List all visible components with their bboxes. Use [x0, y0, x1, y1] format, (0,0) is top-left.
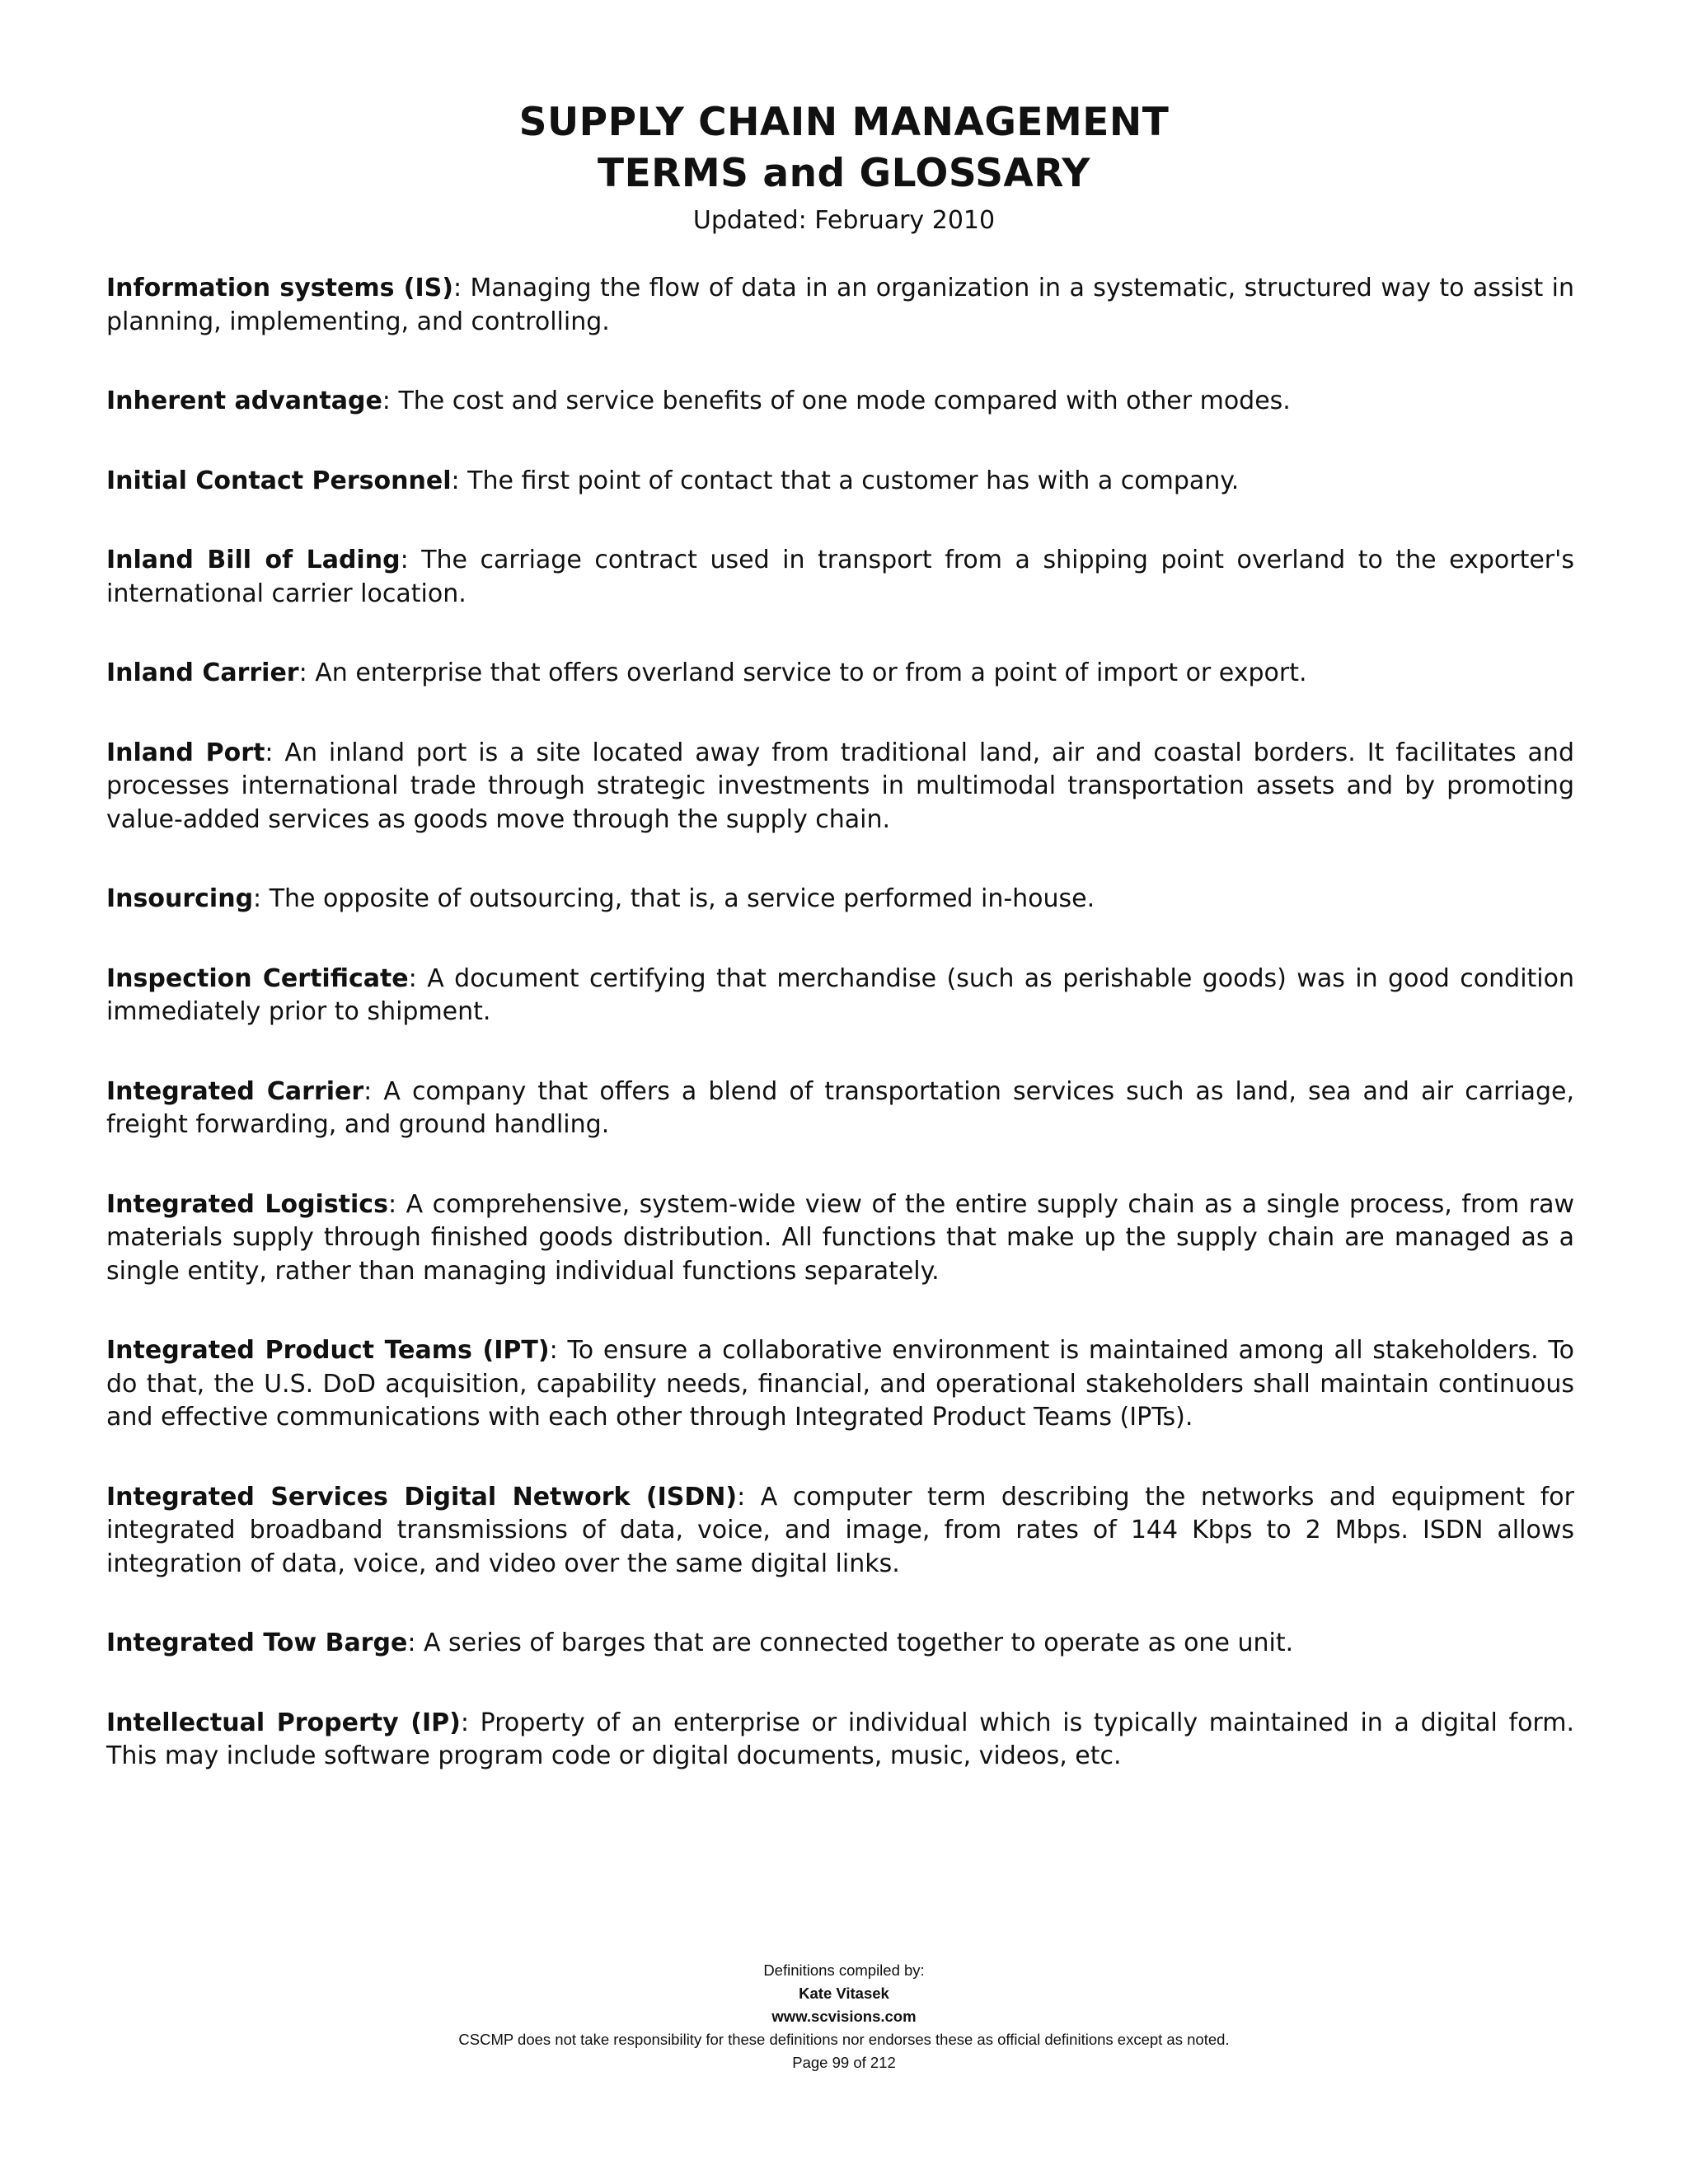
glossary-entry [106, 963, 1574, 1029]
glossary-definition: : Property of an enterprise or individual which is typically maintained in a digital form. This may include software program code or digital documents, music, videos, etc. [106, 1708, 1574, 1770]
glossary-term: Inland Bill of Lading [106, 546, 401, 574]
glossary-entry [106, 1076, 1574, 1142]
glossary-term: Integrated Services Digital Network (ISDN) [106, 1482, 738, 1511]
glossary-term: Inspection Certificate [106, 963, 409, 993]
document-title-line-1: SUPPLY CHAIN MANAGEMENT [518, 100, 1170, 145]
glossary-entry [106, 465, 1574, 499]
glossary-entry [106, 1707, 1574, 1774]
page-footer [0, 1959, 1688, 2074]
website-text: www.scvisions.com [771, 2008, 917, 2025]
glossary-term: Information systems (IS) [106, 274, 453, 302]
updated-date: Updated: February 2010 [692, 206, 996, 235]
disclaimer-text: CSCMP does not take responsibility for these definitions nor endorses these as official definitions except as noted. [458, 2031, 1230, 2048]
glossary-definition: : A company that offers a blend of transportation services such as land, sea and air carriage, freight forwarding, and ground handling. [106, 1076, 1574, 1139]
glossary-definition: : The carriage contract used in transport from a shipping point overland to the exporter's international carrier location. [106, 546, 1575, 608]
glossary-entry [106, 1334, 1574, 1435]
glossary-list [106, 272, 1574, 1820]
glossary-term: Inland Carrier [106, 658, 299, 687]
page-number: Page 99 of 212 [792, 2054, 896, 2071]
glossary-definition: : A comprehensive, system-wide view of the entire supply chain as a single process, from raw materials supply through finished goods distribution. All functions that make up the supply chain are managed as a single entity, rather than managing individual functions separately. [106, 1189, 1575, 1286]
glossary-term: Inland Port [106, 738, 265, 767]
glossary-definition: : A series of barges that are connected together to operate as one unit. [407, 1629, 1294, 1657]
compiled-by-label: Definitions compiled by: [763, 1961, 925, 1979]
glossary-entry [106, 1188, 1574, 1289]
glossary-term: Integrated Logistics [106, 1189, 388, 1219]
glossary-definition: : A computer term describing the networks and equipment for integrated broadband transmissions of data, voice, and image, from rates of 144 Kbps to 2 Mbps. ISDN allows integration of data, voice, and video over the same digital links. [106, 1482, 1574, 1578]
glossary-term: Intellectual Property (IP) [106, 1708, 461, 1737]
document-header [0, 97, 1688, 237]
glossary-entry [106, 272, 1574, 339]
glossary-term: Integrated Carrier [106, 1076, 364, 1106]
glossary-definition: : An enterprise that offers overland service to or from a point of import or export. [298, 658, 1307, 687]
glossary-entry [106, 385, 1574, 419]
glossary-definition: : An inland port is a site located away from traditional land, air and coastal borders. It facilitates and processes international trade through strategic investments in multimodal transportation assets and by promoting value-added services as goods move through the supply chain. [106, 738, 1574, 834]
glossary-term: Insourcing [106, 884, 254, 913]
document-title-line-2: TERMS and GLOSSARY [598, 151, 1090, 196]
glossary-term: Integrated Tow Barge [106, 1629, 408, 1657]
glossary-entry [106, 1627, 1574, 1661]
glossary-entry [106, 883, 1574, 916]
glossary-definition: : The opposite of outsourcing, that is, a service performed in-house. [253, 884, 1095, 913]
glossary-entry [106, 544, 1574, 611]
author-name: Kate Vitasek [799, 1985, 889, 2002]
glossary-term: Initial Contact Personnel [106, 466, 452, 495]
glossary-definition: : To ensure a collaborative environment is maintained among all stakeholders. To do that, the U.S. DoD acquisition, capability needs, financial, and operational stakeholders shall maintain continuous and effective communications with each other through Integrated Product Teams (IPTs). [106, 1336, 1574, 1432]
glossary-term: Inherent advantage [106, 387, 382, 415]
glossary-entry [106, 657, 1574, 691]
glossary-term: Integrated Product Teams (IPT) [106, 1336, 550, 1365]
glossary-definition: : A document certifying that merchandise (such as perishable goods) was in good condition immediately prior to shipment. [106, 963, 1574, 1026]
glossary-entry [106, 737, 1574, 837]
glossary-definition: : Managing the flow of data in an organization in a systematic, structured way to assist in planning, implementing, and controlling. [106, 274, 1574, 336]
glossary-definition: : The cost and service benefits of one mode compared with other modes. [382, 387, 1291, 415]
glossary-entry [106, 1481, 1574, 1582]
glossary-definition: : The first point of contact that a customer has with a company. [451, 466, 1240, 495]
